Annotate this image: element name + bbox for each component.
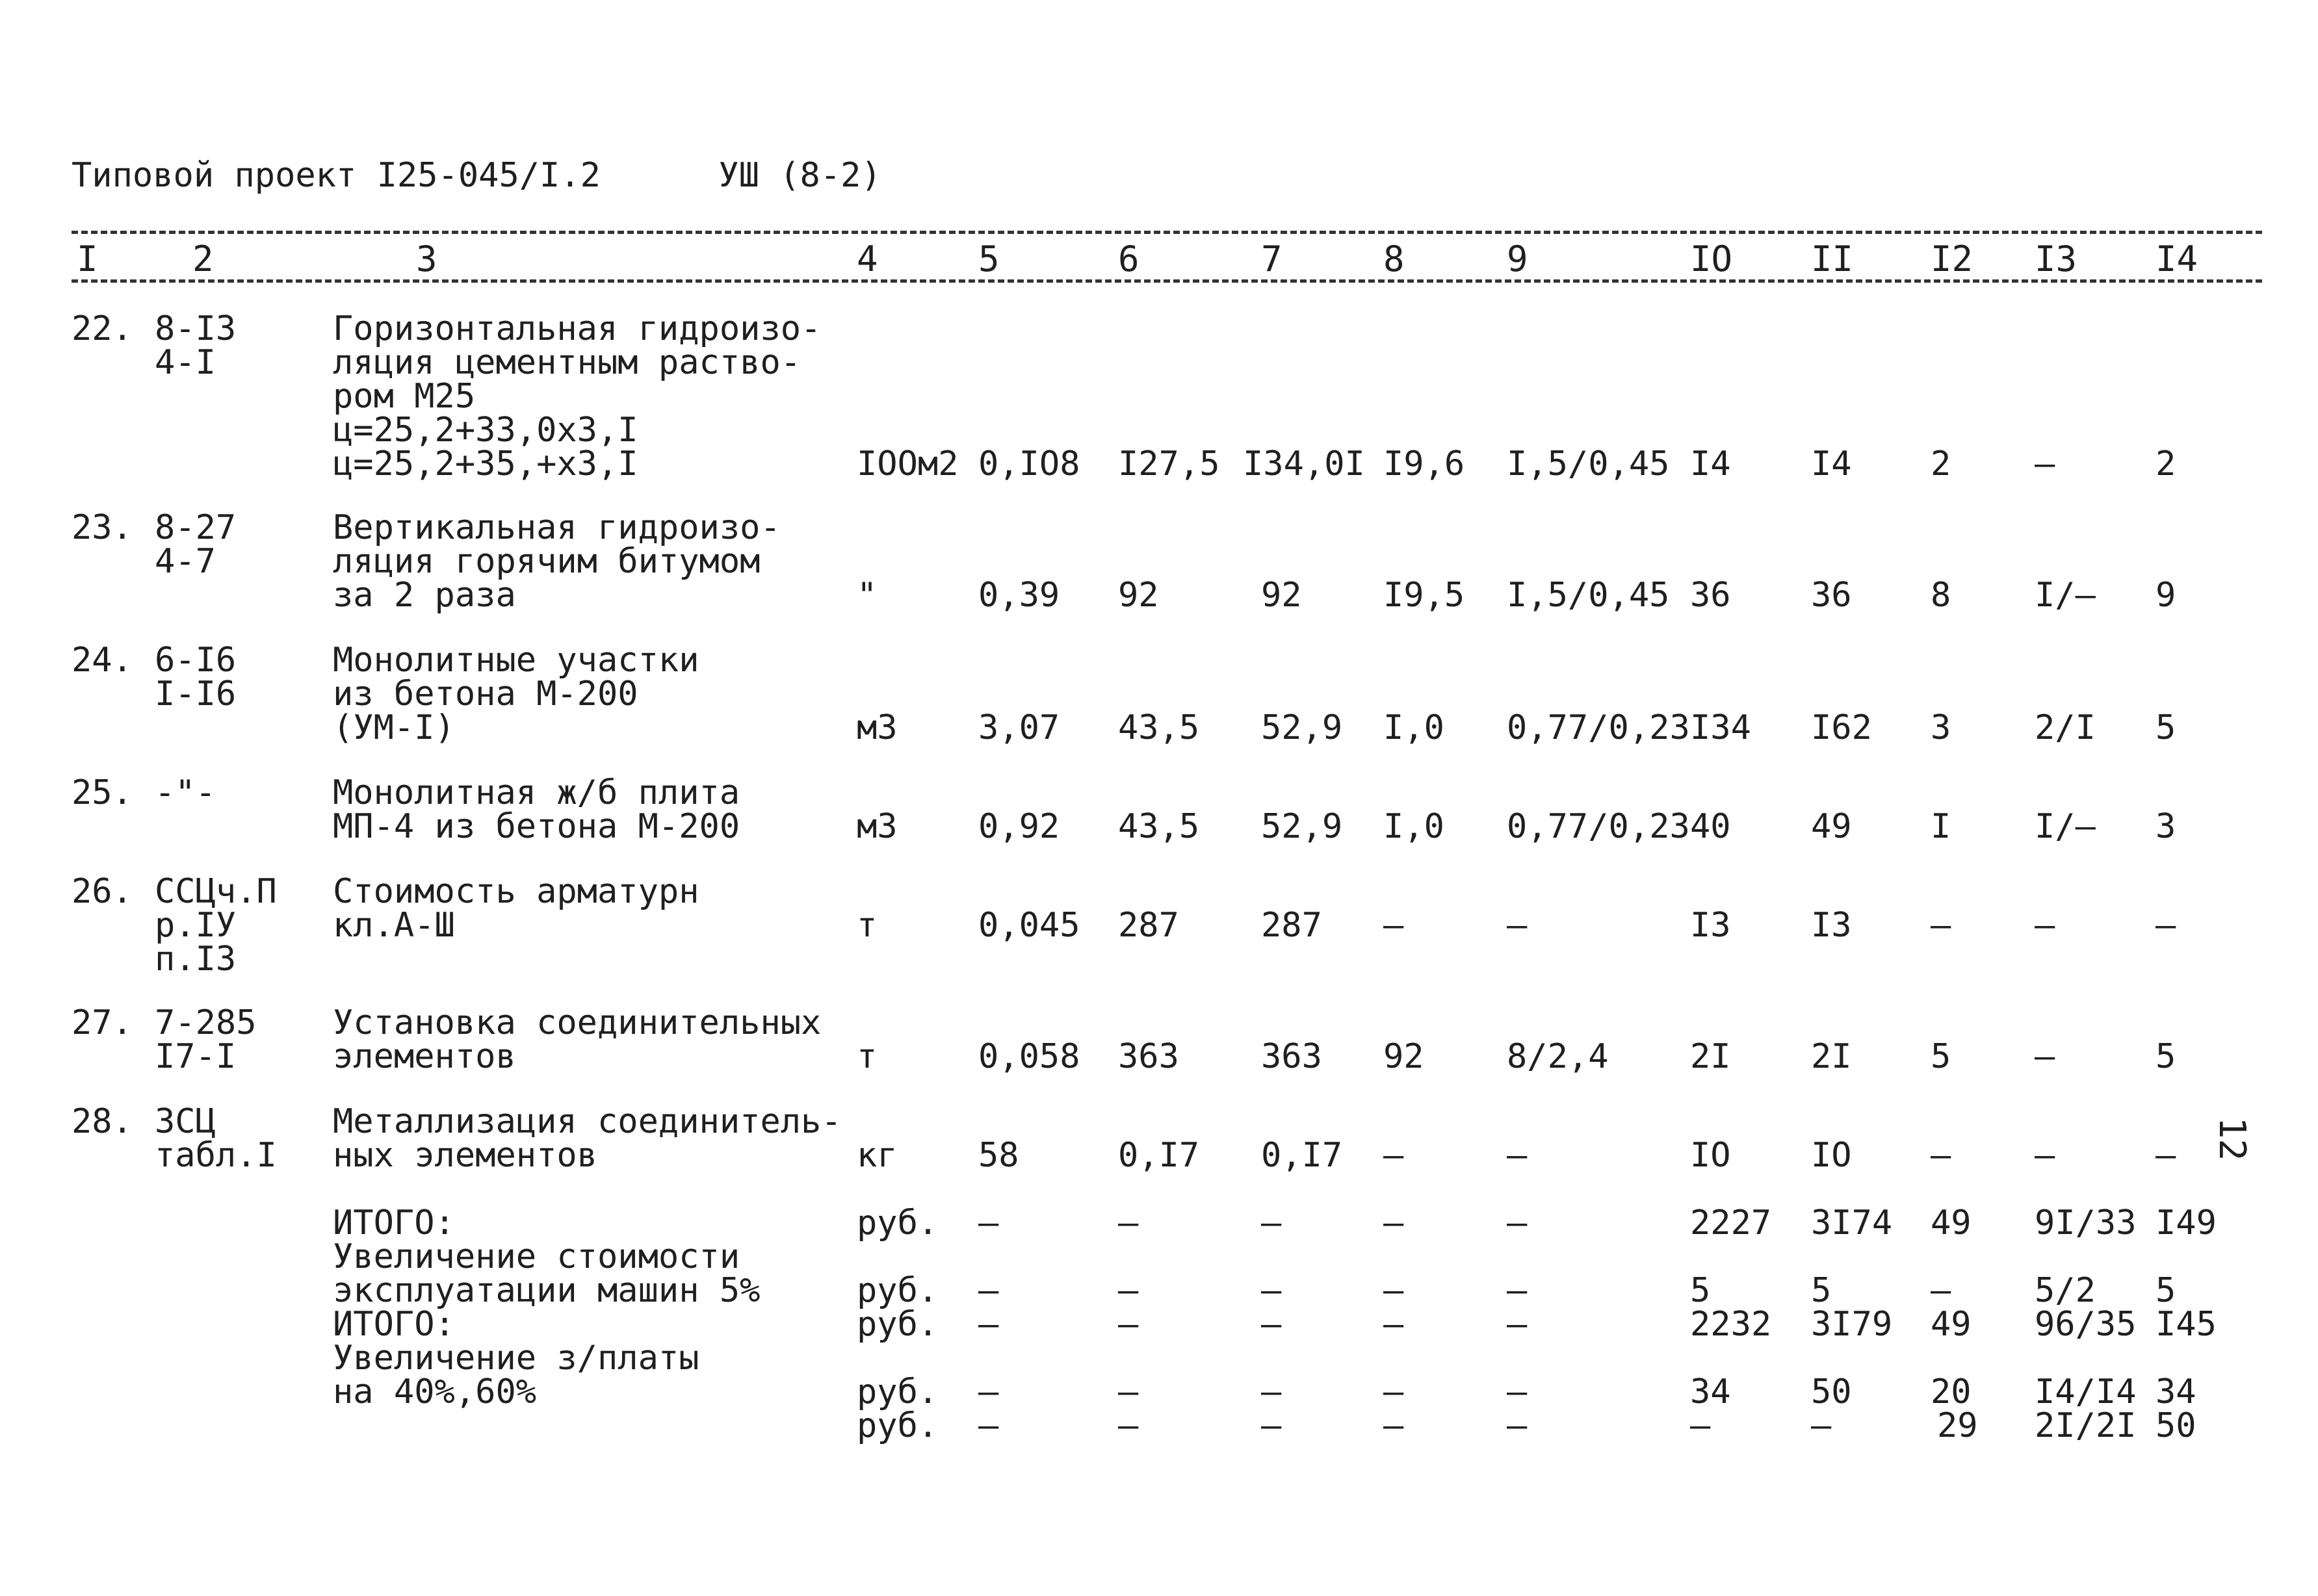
row-desc: ром М25 [333,377,476,416]
cell-c10: 34 [1690,1372,1731,1411]
cell-c14: 50 [2155,1406,2196,1445]
row-ref: 4-I [155,343,216,382]
row-desc: Горизонтальная гидроизо- [333,309,822,348]
cell-c11: 50 [1811,1372,1852,1411]
row-desc: ляция горячим битумом [333,542,761,581]
cell-c5: 0,058 [978,1037,1080,1076]
cell-c14: I45 [2155,1305,2217,1344]
header-dash-rule [72,279,2262,283]
cell-unit: руб. [857,1271,939,1310]
row-desc: ляция цементным раство- [333,343,801,382]
cell-c12: I [1931,807,1951,846]
cell-c14: – [2155,1136,2176,1175]
cell-c6: I27,5 [1118,444,1220,483]
col-num: 8 [1383,238,1405,279]
cell-c11: IO [1811,1136,1852,1175]
cell-dash: – [1118,1305,1139,1344]
cell-c13: – [2035,444,2055,483]
col-num: IO [1690,238,1733,279]
row-number: 24. [72,641,133,680]
cell-c7: 287 [1261,906,1322,945]
col-num: 7 [1261,238,1283,279]
cell-c10: 2I [1690,1037,1731,1076]
total-label: ИТОГО: [333,1305,455,1344]
cell-unit: руб. [857,1372,939,1411]
salary-label: Увеличение з/платы [333,1339,699,1378]
row-desc: МП-4 из бетона М-200 [333,807,740,846]
cell-dash: – [1383,1406,1404,1445]
cell-c12: 29 [1937,1406,1978,1445]
row-number: 28. [72,1102,133,1141]
cell-unit: м3 [857,807,898,846]
cell-c14: 5 [2155,1037,2176,1076]
cell-c11: 3I79 [1811,1305,1893,1344]
col-num: 5 [978,238,1000,279]
col-num: 9 [1507,238,1528,279]
cell-c11: 2I [1811,1037,1852,1076]
cell-dash: – [978,1305,999,1344]
cell-c7: 363 [1261,1037,1322,1076]
row-desc: Установка соединительных [333,1003,822,1042]
cell-dash: – [978,1372,999,1411]
cell-c14: 5 [2155,708,2176,747]
cell-c9: 0,77/0,23 [1507,807,1690,846]
cell-c8: I,0 [1383,708,1444,747]
cell-c11: – [1811,1406,1832,1445]
cell-dash: – [1507,1305,1528,1344]
cell-c12: 49 [1931,1203,1972,1242]
cell-c10: I4 [1690,444,1731,483]
cell-dash: – [1261,1271,1282,1310]
cell-c14: – [2155,906,2176,945]
row-number: 27. [72,1003,133,1042]
cell-c7: 52,9 [1261,807,1343,846]
cell-c8: I9,6 [1383,444,1465,483]
cell-unit: т [857,1037,878,1076]
cell-c9: – [1507,1136,1528,1175]
cell-c7: 92 [1261,576,1302,615]
row-ref: 7-285 [155,1003,257,1042]
cell-c6: 0,I7 [1118,1136,1200,1175]
cell-c8: – [1383,906,1404,945]
cell-c6: 43,5 [1118,807,1200,846]
cell-c12: – [1931,1136,1951,1175]
cell-dash: – [1383,1271,1404,1310]
row-ref: 8-27 [155,508,237,547]
cell-c13: I4/I4 [2035,1372,2137,1411]
row-desc: Вертикальная гидроизо- [333,508,781,547]
cell-c8: – [1383,1136,1404,1175]
cell-c5: 3,07 [978,708,1060,747]
header [72,156,881,195]
cell-c9: I,5/0,45 [1507,444,1670,483]
cell-c12: 3 [1931,708,1951,747]
cell-dash: – [1383,1305,1404,1344]
row-number: 23. [72,508,133,547]
cell-c11: I4 [1811,444,1852,483]
row-number: 22. [72,309,133,348]
row-desc: (УМ-I) [333,708,455,747]
total-label: ИТОГО: [333,1203,455,1242]
cell-c10: 36 [1690,576,1731,615]
col-num: I4 [2155,238,2198,279]
cell-unit: кг [857,1136,898,1175]
cell-dash: – [1118,1271,1139,1310]
cell-c6: 363 [1118,1037,1179,1076]
cell-c9: 8/2,4 [1507,1037,1609,1076]
row-desc: за 2 раза [333,576,516,615]
row-ref: I7-I [155,1037,237,1076]
cell-c8: I9,5 [1383,576,1465,615]
cell-c14: 5 [2155,1271,2176,1310]
row-number: 26. [72,872,133,911]
cell-dash: – [1507,1406,1528,1445]
row-ref: п.I3 [155,940,237,979]
row-ref: ССЦч.П [155,872,277,911]
cell-c13: – [2035,906,2055,945]
cell-unit: IOOм2 [857,444,959,483]
col-num: II [1811,238,1854,279]
row-desc: Монолитные участки [333,641,699,680]
cell-c13: – [2035,1037,2055,1076]
row-desc: ц=25,2+35,+х3,I [333,444,638,483]
row-desc: элементов [333,1037,516,1076]
sheet-code: УШ (8-2) [718,156,881,195]
cell-dash: – [1507,1372,1528,1411]
row-ref: 6-I6 [155,641,237,680]
cell-dash: – [1118,1372,1139,1411]
project-title: Типовой проект I25-045/I.2 [72,156,601,195]
row-desc: Металлизация соединитель- [333,1102,842,1141]
cell-c11: I3 [1811,906,1852,945]
cell-c11: I62 [1811,708,1872,747]
cell-c13: 96/35 [2035,1305,2137,1344]
cell-dash: – [1383,1372,1404,1411]
cell-c7: 52,9 [1261,708,1343,747]
row-ref: 4-7 [155,542,216,581]
cell-c10: IO [1690,1136,1731,1175]
col-num: I [77,238,98,279]
cell-c13: 9I/33 [2035,1203,2137,1242]
cell-c11: 49 [1811,807,1852,846]
cell-c13: – [2035,1136,2055,1175]
col-num: 2 [192,238,214,279]
cell-c12: 8 [1931,576,1951,615]
cell-c10: I3 [1690,906,1731,945]
cell-unit: т [857,906,878,945]
cell-c9: – [1507,906,1528,945]
cell-c8: I,0 [1383,807,1444,846]
cell-c14: 3 [2155,807,2176,846]
cell-c10: 5 [1690,1271,1711,1310]
cell-unit: руб. [857,1305,939,1344]
cell-c14: 9 [2155,576,2176,615]
cell-c12: 2 [1931,444,1951,483]
increase-label: эксплуатации машин 5% [333,1271,761,1310]
cell-unit: руб. [857,1203,939,1242]
cell-c14: 2 [2155,444,2176,483]
cell-c5: 0,92 [978,807,1060,846]
col-num: 3 [416,238,437,279]
cell-dash: – [1383,1203,1404,1242]
row-ref: р.IУ [155,906,237,945]
row-desc: Стоимость арматурн [333,872,699,911]
cell-c7: I34,0I [1243,444,1365,483]
col-num: I2 [1931,238,1973,279]
cell-c6: 287 [1118,906,1179,945]
cell-dash: – [1261,1305,1282,1344]
cell-c10: – [1690,1406,1711,1445]
cell-c13: 5/2 [2035,1271,2096,1310]
col-num: 4 [857,238,878,279]
cell-dash: – [978,1271,999,1310]
top-dash-rule [72,231,2262,234]
row-ref: -"- [155,773,216,812]
cell-c10: I34 [1690,708,1751,747]
cell-c13: 2/I [2035,708,2096,747]
row-number: 25. [72,773,133,812]
cell-c13: I/– [2035,576,2096,615]
cell-c10: 2232 [1690,1305,1772,1344]
cell-c5: 0,045 [978,906,1080,945]
row-desc: Монолитная ж/б плита [333,773,740,812]
cell-c12: 20 [1931,1372,1972,1411]
cell-c11: 3I74 [1811,1203,1893,1242]
col-num: I3 [2035,238,2077,279]
cell-c14: I49 [2155,1203,2217,1242]
row-desc: ных элементов [333,1136,597,1175]
salary-label: на 40%,60% [333,1372,537,1411]
cell-unit: " [857,576,878,615]
cell-c6: 92 [1118,576,1159,615]
cell-c5: 0,IO8 [978,444,1080,483]
cell-dash: – [1261,1203,1282,1242]
cell-c12: 49 [1931,1305,1972,1344]
cell-dash: – [1118,1406,1139,1445]
cell-c11: 5 [1811,1271,1832,1310]
cell-c13: I/– [2035,807,2096,846]
row-desc: ц=25,2+33,0х3,I [333,411,638,450]
row-ref: 8-I3 [155,309,237,348]
row-desc: кл.А-Ш [333,906,455,945]
cell-c9: 0,77/0,23 [1507,708,1690,747]
row-ref: ЗСЦ [155,1102,216,1141]
row-ref: табл.I [155,1136,277,1175]
cell-c13: 2I/2I [2035,1406,2137,1445]
cell-dash: – [1261,1406,1282,1445]
increase-label: Увеличение стоимости [333,1237,740,1276]
cell-c5: 58 [978,1136,1019,1175]
cell-c7: 0,I7 [1261,1136,1343,1175]
cell-c6: 43,5 [1118,708,1200,747]
cell-c14: 34 [2155,1372,2196,1411]
cell-c5: 0,39 [978,576,1060,615]
col-num: 6 [1118,238,1139,279]
row-ref: I-I6 [155,675,237,714]
cell-c12: – [1931,1271,1951,1310]
margin-page-mark: 12 [2211,1116,2254,1161]
cell-dash: – [1507,1203,1528,1242]
cell-dash: – [1507,1271,1528,1310]
cell-unit: руб. [857,1406,939,1445]
cell-c10: 40 [1690,807,1731,846]
cell-c10: 2227 [1690,1203,1772,1242]
cell-c12: 5 [1931,1037,1951,1076]
cell-dash: – [1118,1203,1139,1242]
cell-dash: – [978,1203,999,1242]
row-desc: из бетона М-200 [333,675,638,714]
cell-c11: 36 [1811,576,1852,615]
cell-unit: м3 [857,708,898,747]
cell-c9: I,5/0,45 [1507,576,1670,615]
cell-dash: – [1261,1372,1282,1411]
cell-c12: – [1931,906,1951,945]
cell-dash: – [978,1406,999,1445]
cell-c8: 92 [1383,1037,1424,1076]
